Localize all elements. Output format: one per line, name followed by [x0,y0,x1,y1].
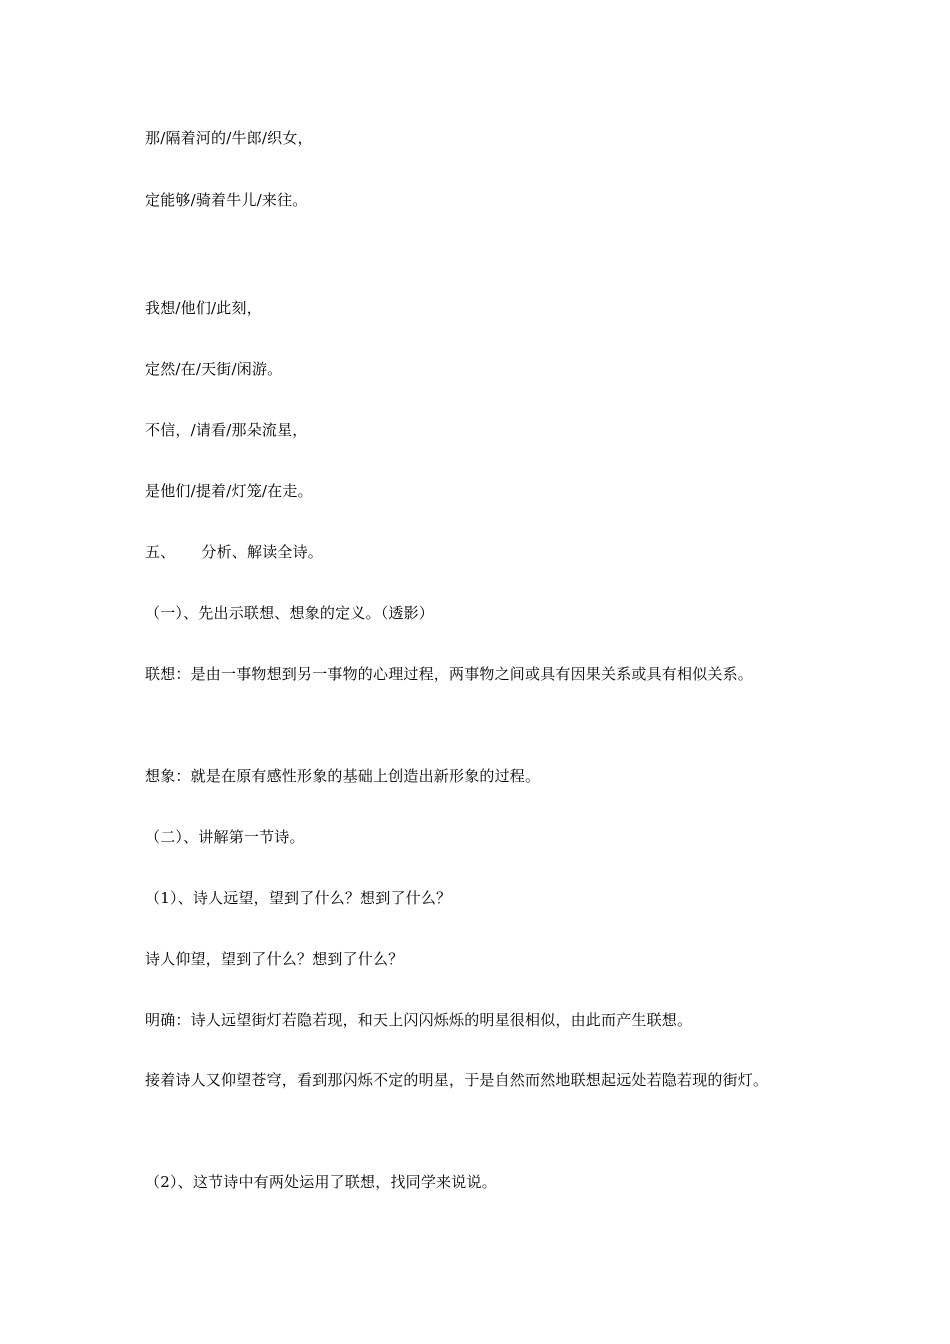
subsection-heading: （二）、讲解第一节诗。 [145,828,305,846]
section-heading [145,542,323,562]
poem-line: 不信，/请看/那朵流星， [145,421,308,439]
definition-association: 联想：是由一事物想到另一事物的心理过程，两事物之间或具有因果关系或具有相似关系。 [145,665,754,683]
question: （1）、诗人远望，望到了什么？想到了什么？ [145,889,452,907]
section-title: 分析、解读全诗。 [201,543,324,561]
poem-line: 定然/在/天街/闲游。 [145,360,283,378]
question: （2）、这节诗中有两处运用了联想，找同学来说说。 [145,1173,497,1191]
section-number: 五、 [145,543,176,561]
subsection-heading: （一）、先出示联想、想象的定义。（透影） [145,604,435,622]
poem-line: 定能够/骑着牛儿/来往。 [145,191,308,209]
poem-line: 我想/他们/此刻， [145,299,262,317]
answer: 明确：诗人远望街灯若隐若现，和天上闪闪烁烁的明星很相似，由此而产生联想。 [145,1011,693,1029]
poem-line: 是他们/提着/灯笼/在走。 [145,482,313,500]
paragraph: 接着诗人又仰望苍穹，看到那闪烁不定的明星，于是自然而然地联想起远处若隐若现的街灯。 [145,1071,769,1089]
poem-line: 那/隔着河的/牛郎/织女， [145,129,313,147]
question: 诗人仰望，望到了什么？想到了什么？ [145,950,404,968]
definition-imagination: 想象：就是在原有感性形象的基础上创造出新形象的过程。 [145,767,541,785]
